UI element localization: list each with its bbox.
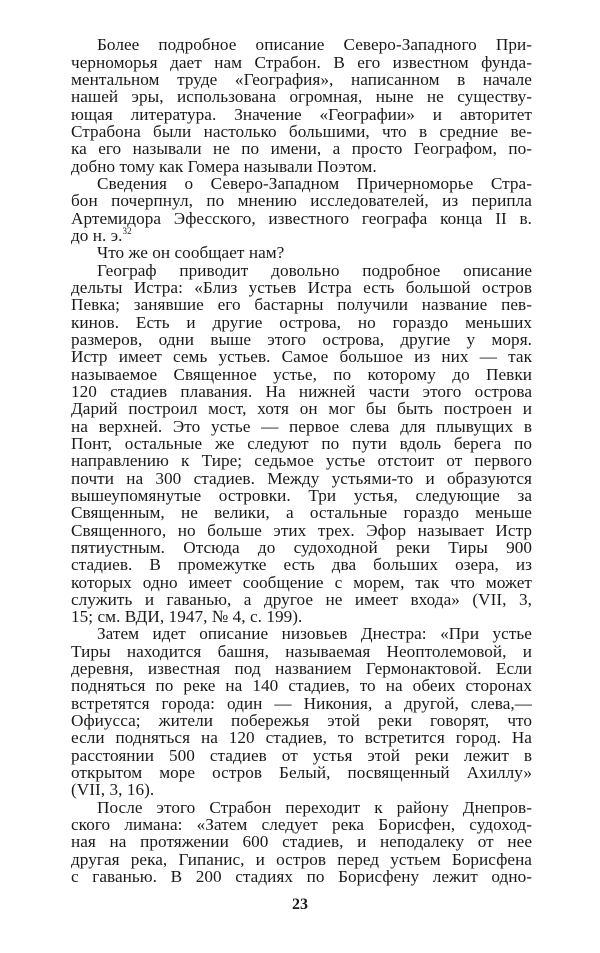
text-line-content: Географ приводит довольно подробное описание — [97, 260, 532, 280]
text-line-content: Что же он сообщает нам? — [97, 243, 285, 263]
text-line — [71, 660, 532, 677]
text-line-content: подняться по реке на 140 стадиев, то на обеих сторонах — [71, 676, 532, 696]
text-line — [71, 435, 532, 452]
text-line-content: ментальном труде «География», написанном в начале — [71, 69, 532, 89]
text-line-content: Тиры находится башня, называемая Неоптолемовой, и — [71, 641, 532, 661]
text-line-content: Страбона были настолько большими, что в средние ве- — [71, 121, 532, 141]
text-line-content: встретятся города: один — Никония, а другой, слева,— — [71, 693, 532, 713]
text-line — [71, 400, 532, 417]
text-line-content: с гаванью. В 200 стадиях по Борисфену лежит одно- — [71, 867, 532, 887]
text-line — [71, 123, 532, 140]
text-line-content: добно тому как Гомера называли Поэтом. — [71, 156, 377, 176]
text-line-content: если подняться на 120 стадиев, то встретится город. На — [71, 728, 532, 748]
text-line-content: 120 стадиев плавания. На нижней части этого острова — [71, 381, 532, 401]
page-body — [71, 36, 532, 885]
text-line — [71, 487, 532, 504]
text-line — [71, 764, 532, 781]
text-line — [71, 539, 532, 556]
text-line — [71, 262, 532, 279]
text-line-content: дельты Истра: «Близ устьев Истра есть большой остров — [71, 277, 532, 297]
text-line-content: Офиусса; жители побережья этой реки говорят, что — [71, 711, 532, 731]
page-number: 23 — [292, 896, 308, 913]
text-line — [71, 729, 532, 746]
footnote-marker: 32 — [122, 225, 132, 236]
text-line-content: называемое Священное устье, по которому до Певки — [71, 364, 532, 384]
text-line-content: ка его называли не по имени, а просто Географом, по- — [71, 139, 532, 159]
text-line — [71, 625, 532, 642]
text-line — [71, 418, 532, 435]
text-line — [71, 175, 532, 192]
text-line-content: (VII, 3, 16). — [71, 780, 155, 800]
text-line-content: Священного, но больше этих трех. Эфор называет Истр — [71, 520, 532, 540]
text-line — [71, 816, 532, 833]
text-line-content: Истр имеет семь устьев. Самое большое из них — так — [71, 347, 532, 367]
text-line-content: ского лимана: «Затем следует река Борисфен, судоход- — [71, 815, 532, 835]
text-line — [71, 227, 532, 244]
text-line — [71, 574, 532, 591]
text-line-content: почти на 300 стадиев. Между устьями-то и образуются — [71, 468, 532, 488]
text-line — [71, 106, 532, 123]
text-line-content: 15; см. ВДИ, 1947, № 4, с. 199). — [71, 607, 303, 627]
text-line — [71, 608, 532, 625]
text-line — [71, 695, 532, 712]
text-line — [71, 643, 532, 660]
text-line-content: открытом море остров Белый, посвященный Ахиллу» — [71, 763, 532, 783]
text-line-content: до н. э. — [71, 225, 123, 245]
text-line — [71, 591, 532, 608]
text-line-content: ющая литература. Значение «Географии» и авторитет — [71, 104, 532, 124]
text-line — [71, 556, 532, 573]
text-line — [71, 781, 532, 798]
text-line-content: другая река, Гипанис, и остров перед устьем Борисфена — [71, 849, 532, 869]
text-line-content: Понт, остальные же следуют по пути вдоль берега по — [71, 433, 532, 453]
text-line-content: стадиев. В промежутке есть два больших озера, из — [71, 555, 532, 575]
text-line — [71, 868, 532, 885]
text-line — [71, 383, 532, 400]
text-line — [71, 71, 532, 88]
text-line — [71, 140, 532, 157]
text-line-content: нашей эры, использована огромная, ныне не существу- — [71, 87, 532, 107]
text-line-content: деревня, известная под названием Гермонактовой. Если — [71, 659, 532, 679]
text-line — [71, 747, 532, 764]
text-line — [71, 210, 532, 227]
text-line-content: Священным, не велики, а остальные гораздо меньше — [71, 503, 532, 523]
text-line — [71, 36, 532, 53]
text-line — [71, 158, 532, 175]
text-line-content: черноморья дает нам Страбон. В его известном фунда- — [71, 52, 532, 72]
text-line-content: Более подробное описание Северо-Западного При- — [97, 35, 532, 55]
text-line — [71, 54, 532, 71]
text-line-content: Сведения о Северо-Западном Причерноморье Стра- — [97, 173, 532, 193]
text-line — [71, 677, 532, 694]
text-line — [71, 296, 532, 313]
text-line — [71, 833, 532, 850]
text-line-content: пятиустным. Отсюда до судоходной реки Тиры 900 — [71, 537, 532, 557]
text-line-content: После этого Страбон переходит к району Днепров- — [97, 797, 532, 817]
text-line — [71, 348, 532, 365]
text-line — [71, 279, 532, 296]
text-line — [71, 799, 532, 816]
text-line — [71, 504, 532, 521]
text-line — [71, 851, 532, 868]
text-line — [71, 88, 532, 105]
text-line-content: вышеупомянутые островки. Три устья, следующие за — [71, 485, 532, 505]
text-line-content: служить и гаванью, а другое не имеет входа» (VII, 3, — [71, 589, 532, 609]
text-line-content: Дарий построил мост, хотя он мог бы быть построен и — [71, 399, 532, 419]
text-line-content: Певка; занявшие его бастарны получили название пев- — [71, 295, 532, 315]
text-line — [71, 331, 532, 348]
text-line-content: расстоянии 500 стадиев от устья этой реки лежит в — [71, 745, 532, 765]
text-line-content: Затем идет описание низовьев Днестра: «При устье — [97, 624, 532, 644]
text-line — [71, 712, 532, 729]
text-line — [71, 366, 532, 383]
text-line — [71, 244, 532, 261]
text-line-content: на верхней. Это устье — первое слева для плывущих в — [71, 416, 532, 436]
text-line-content: размеров, одни выше этого острова, другие у моря. — [71, 329, 532, 349]
text-line-content: кинов. Есть и другие острова, но гораздо меньших — [71, 312, 532, 332]
text-line-content: бон почерпнул, по мнению исследователей, из перипла — [71, 191, 532, 211]
text-line — [71, 522, 532, 539]
text-line — [71, 470, 532, 487]
text-line — [71, 192, 532, 209]
text-line — [71, 452, 532, 469]
text-line — [71, 314, 532, 331]
text-line-content: направлению к Тире; седьмое устье отстоит от первого — [71, 451, 532, 471]
text-line-content: Артемидора Эфесского, известного географа конца II в. — [71, 208, 532, 228]
text-line-content: которых одно имеет сообщение с морем, так что может — [71, 572, 532, 592]
text-line-content: ная на протяжении 600 стадиев, и неподалеку от нее — [71, 832, 532, 852]
